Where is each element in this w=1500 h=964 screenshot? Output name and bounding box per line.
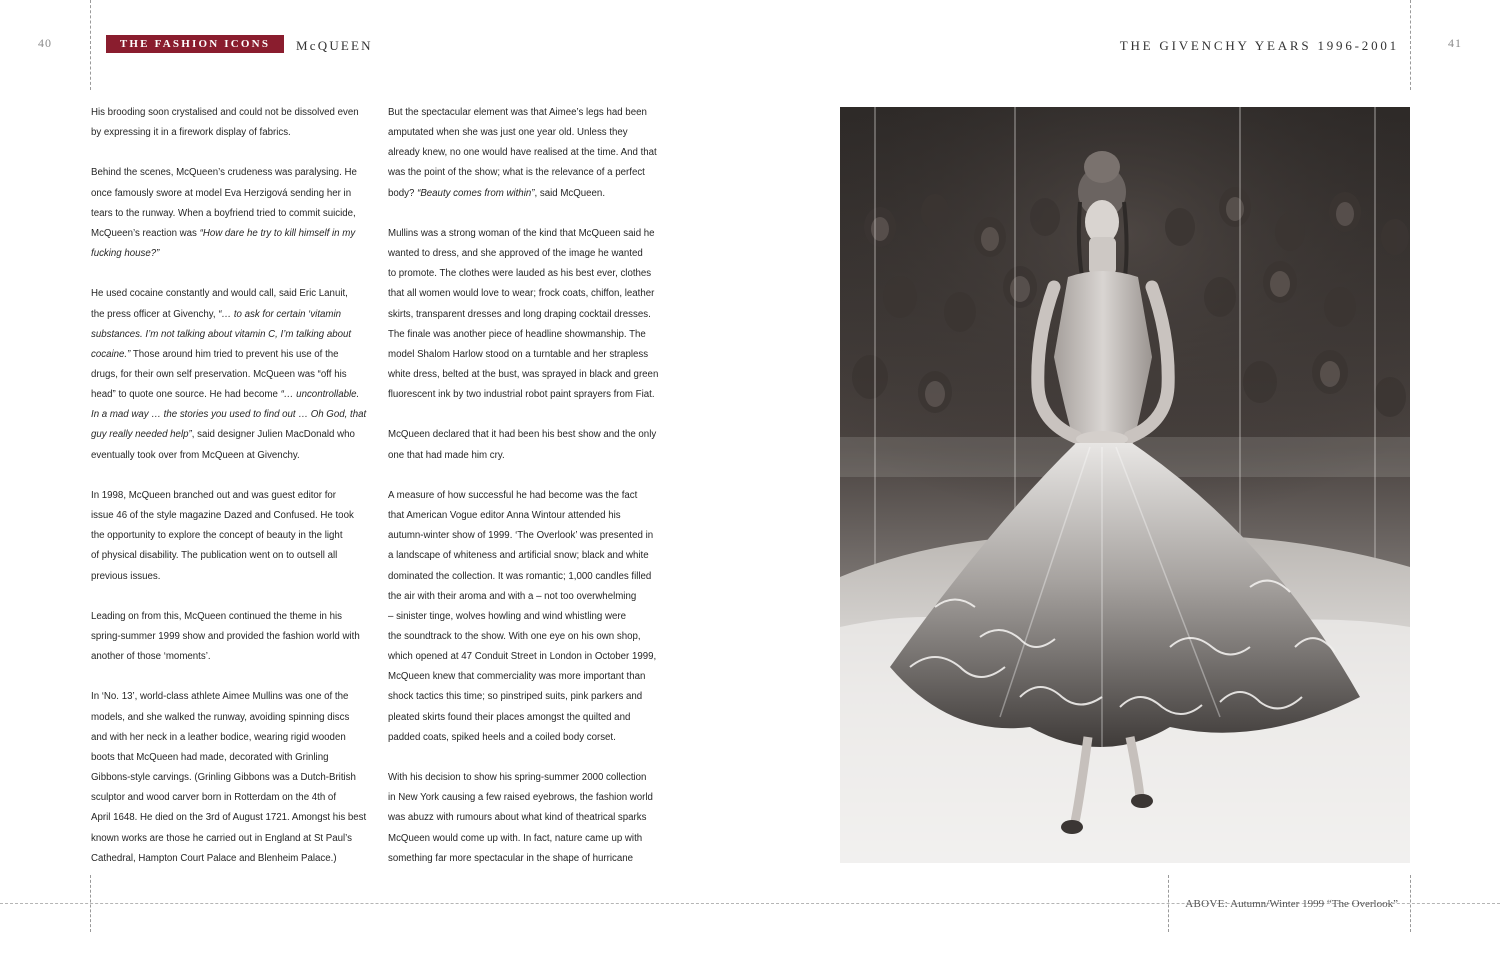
text-line	[91, 506, 366, 526]
line-text: eventually took over from McQueen at Givenchy.	[91, 449, 300, 461]
line-text: previous issues.	[91, 570, 161, 582]
line-text: dominated the collection. It was romantic; 1,000 candles filled	[388, 570, 652, 582]
line-text: pleated skirts found their places amongst the quilted and	[388, 711, 631, 723]
line-text: a landscape of whiteness and artificial snow; black and white	[388, 550, 649, 562]
line-text: autumn-winter show of 1999. ‘The Overlook’ was presented in	[388, 530, 654, 542]
text-line	[91, 123, 366, 143]
text-line	[388, 446, 663, 466]
line-text: the press officer at Givenchy,	[91, 308, 219, 320]
text-line	[388, 567, 663, 587]
quoted-text: cocaine.”	[91, 348, 131, 360]
text-line	[388, 849, 663, 869]
line-text: which opened at 47 Conduit Street in London in October 1999,	[388, 651, 657, 663]
line-text: McQueen declared that it had been his best show and the only	[388, 429, 657, 441]
text-line	[91, 163, 366, 183]
quoted-text: In a mad way … the stories you used to find out … Oh God, that	[91, 409, 367, 421]
body-paragraph	[91, 103, 366, 143]
line-text: , said McQueen.	[534, 187, 606, 199]
quoted-text: “… uncontrollable.	[280, 389, 360, 401]
text-line	[91, 546, 366, 566]
line-text: Gibbons-style carvings. (Grinling Gibbons was a Dutch-British	[91, 772, 356, 784]
body-paragraph	[91, 163, 366, 264]
text-line	[91, 365, 366, 385]
text-line	[388, 627, 663, 647]
left-text-column	[91, 103, 366, 889]
line-text: head” to quote one source. He had become	[91, 389, 281, 401]
line-text: once famously swore at model Eva Herzigová sending her in	[91, 187, 352, 199]
line-text: With his decision to show his spring-summer 2000 collection	[388, 772, 647, 784]
line-text: McQueen’s reaction was	[91, 227, 200, 239]
text-line	[91, 184, 366, 204]
text-line	[91, 325, 366, 345]
text-line	[91, 204, 366, 224]
line-text: – sinister tinge, wolves howling and wind whistling were	[388, 610, 627, 622]
body-paragraph	[91, 607, 366, 667]
line-text: A measure of how successful he had become was the fact	[388, 489, 638, 501]
text-line	[91, 607, 366, 627]
text-line	[388, 687, 663, 707]
text-line	[388, 365, 663, 385]
photo-caption	[1185, 898, 1398, 910]
line-text: His brooding soon crystalised and could not be dissolved even	[91, 107, 359, 118]
line-text: known works are those he carried out in England at St Paul’s	[91, 832, 352, 844]
body-paragraph	[388, 224, 663, 405]
line-text: the soundtrack to the show. With one eye on his own shop,	[388, 631, 641, 643]
text-line	[388, 506, 663, 526]
line-text: spring-summer 1999 show and provided the fashion world with	[91, 631, 360, 642]
line-text: already knew, no one would have realised at the time. And that	[388, 147, 657, 159]
text-line	[388, 486, 663, 506]
text-line	[91, 345, 366, 365]
line-text: In ‘No. 13’, world-class athlete Aimee Mullins was one of the	[91, 691, 349, 703]
quoted-text: guy really needed help”	[91, 429, 192, 441]
caption-text: Autumn/Winter 1999 “The Overlook”	[1230, 898, 1398, 910]
line-text: sculptor and wood carver born in Rotterdam on the 4th of	[91, 792, 337, 804]
text-line	[388, 768, 663, 788]
text-line	[388, 163, 663, 183]
body-paragraph	[388, 486, 663, 748]
text-line	[91, 244, 366, 264]
text-line	[91, 567, 366, 587]
text-line	[388, 224, 663, 244]
line-text: the opportunity to explore the concept of beauty in the light	[91, 530, 343, 542]
line-text: The finale was another piece of headline showmanship. The	[388, 328, 646, 340]
line-text: body?	[388, 187, 418, 199]
line-text: amputated when she was just one year old. Unless they	[388, 127, 628, 139]
line-text: He used cocaine constantly and would call, said Eric Lanuit,	[91, 288, 348, 300]
line-text: of physical disability. The publication went on to outsell all	[91, 550, 338, 562]
text-line	[91, 224, 366, 244]
text-line	[91, 385, 366, 405]
line-text: the air with their aroma and with a – not too overwhelming	[388, 590, 637, 602]
line-text: In 1998, McQueen branched out and was guest editor for	[91, 489, 337, 501]
line-text: padded coats, spiked heels and a coiled body corset.	[388, 731, 616, 743]
line-text: that American Vogue editor Anna Wintour attended his	[388, 510, 621, 522]
body-paragraph	[91, 687, 366, 868]
text-line	[388, 788, 663, 808]
line-text: shock tactics this time; so pinstriped suits, pink parkers and	[388, 691, 643, 703]
text-line	[91, 708, 366, 728]
line-text: Cathedral, Hampton Court Palace and Blenheim Palace.)	[91, 852, 337, 864]
text-line	[388, 103, 663, 123]
text-line	[91, 647, 366, 667]
text-line	[91, 305, 366, 325]
line-text: McQueen would come up with. In fact, nature came up with	[388, 832, 643, 844]
text-line	[388, 526, 663, 546]
left-page-number: 40	[38, 36, 52, 50]
body-paragraph	[388, 425, 663, 465]
text-line	[91, 788, 366, 808]
text-line	[91, 627, 366, 647]
text-line	[388, 264, 663, 284]
text-line	[388, 385, 663, 405]
text-line	[91, 446, 366, 466]
text-line	[91, 526, 366, 546]
runway-photo	[840, 107, 1410, 863]
line-text: by expressing it in a firework display of fabrics.	[91, 127, 291, 139]
text-line	[91, 687, 366, 707]
text-line	[388, 708, 663, 728]
line-text: was the point of the show; what is the relevance of a perfect	[388, 167, 645, 179]
line-text: But the spectacular element was that Aimee’s legs had been	[388, 107, 647, 118]
right-page-number: 41	[1448, 36, 1462, 50]
crop-guide-top-left	[90, 0, 91, 90]
text-line	[388, 244, 663, 264]
line-text: and with her neck in a leather bodice, wearing rigid wooden	[91, 731, 346, 743]
text-line	[91, 748, 366, 768]
line-text: skirts, transparent dresses and long draping cocktail dresses.	[388, 308, 651, 320]
series-badge: THE FASHION ICONS	[106, 35, 284, 53]
line-text: McQueen knew that commerciality was more important than	[388, 671, 646, 683]
quoted-text: “Beauty comes from within”	[417, 187, 535, 199]
line-text: Those around him tried to prevent his use of the	[130, 348, 339, 360]
body-paragraph	[388, 103, 663, 204]
text-line	[91, 829, 366, 849]
text-line	[91, 405, 366, 425]
text-line	[388, 123, 663, 143]
text-line	[388, 425, 663, 445]
line-text: that all women would love to wear; frock coats, chiffon, leather	[388, 288, 655, 300]
quoted-text: substances. I’m not talking about vitamin C, I’m talking about	[91, 328, 352, 340]
text-line	[388, 607, 663, 627]
brand-title: McQUEEN	[296, 38, 373, 53]
body-paragraph	[91, 486, 366, 587]
text-line	[91, 849, 366, 869]
line-text: one that had made him cry.	[388, 449, 505, 461]
text-line	[388, 345, 663, 365]
line-text: something far more spectacular in the shape of hurricane	[388, 852, 634, 864]
line-text: white dress, belted at the bust, was sprayed in black and green	[388, 369, 659, 381]
text-line	[388, 184, 663, 204]
line-text: issue 46 of the style magazine Dazed and Confused. He took	[91, 510, 354, 522]
right-text-column	[388, 103, 663, 889]
text-line	[388, 728, 663, 748]
text-line	[91, 808, 366, 828]
chapter-title: THE GIVENCHY YEARS 1996-2001	[1119, 38, 1399, 53]
text-line	[91, 284, 366, 304]
text-line	[388, 808, 663, 828]
caption-label: ABOVE:	[1185, 898, 1228, 910]
line-text: boots that McQueen had made, decorated with Grinling	[91, 751, 329, 763]
line-text: to promote. The clothes were lauded as his best ever, clothes	[388, 268, 652, 280]
line-text: April 1648. He died on the 3rd of August 1721. Amongst his best	[91, 812, 367, 824]
line-text: model Shalom Harlow stood on a turntable and her strapless	[388, 348, 649, 360]
quoted-text: fucking house?”	[91, 248, 160, 260]
line-text: was abuzz with rumours about what kind of theatrical sparks	[388, 812, 647, 824]
text-line	[388, 587, 663, 607]
text-line	[388, 284, 663, 304]
line-text: in New York causing a few raised eyebrows, the fashion world	[388, 792, 653, 804]
quoted-text: “… to ask for certain ‘vitamin	[218, 308, 342, 320]
text-line	[91, 728, 366, 748]
quoted-text: “How dare he try to kill himself in my	[199, 227, 356, 239]
body-paragraph	[91, 284, 366, 465]
line-text: fluorescent ink by two industrial robot paint sprayers from Fiat.	[388, 389, 655, 401]
line-text: wanted to dress, and she approved of the image he wanted	[388, 248, 643, 260]
text-line	[388, 305, 663, 325]
text-line	[91, 768, 366, 788]
body-paragraph	[388, 768, 663, 869]
text-line	[91, 425, 366, 445]
line-text: drugs, for their own self preservation. McQueen was “off his	[91, 369, 347, 380]
text-line	[388, 647, 663, 667]
line-text: Behind the scenes, McQueen’s crudeness was paralysing. He	[91, 167, 357, 179]
text-line	[388, 829, 663, 849]
text-line	[388, 325, 663, 345]
text-line	[91, 103, 366, 123]
text-line	[91, 486, 366, 506]
text-line	[388, 143, 663, 163]
crop-guide-top-right	[1410, 0, 1411, 90]
line-text: , said designer Julien MacDonald who	[191, 429, 355, 441]
line-text: Leading on from this, McQueen continued the theme in his	[91, 610, 342, 622]
text-line	[388, 546, 663, 566]
text-line	[388, 667, 663, 687]
line-text: Mullins was a strong woman of the kind that McQueen said he	[388, 227, 655, 239]
line-text: models, and she walked the runway, avoiding spinning discs	[91, 711, 350, 723]
line-text: another of those ‘moments’.	[91, 651, 211, 663]
line-text: tears to the runway. When a boyfriend tried to commit suicide,	[91, 207, 356, 219]
